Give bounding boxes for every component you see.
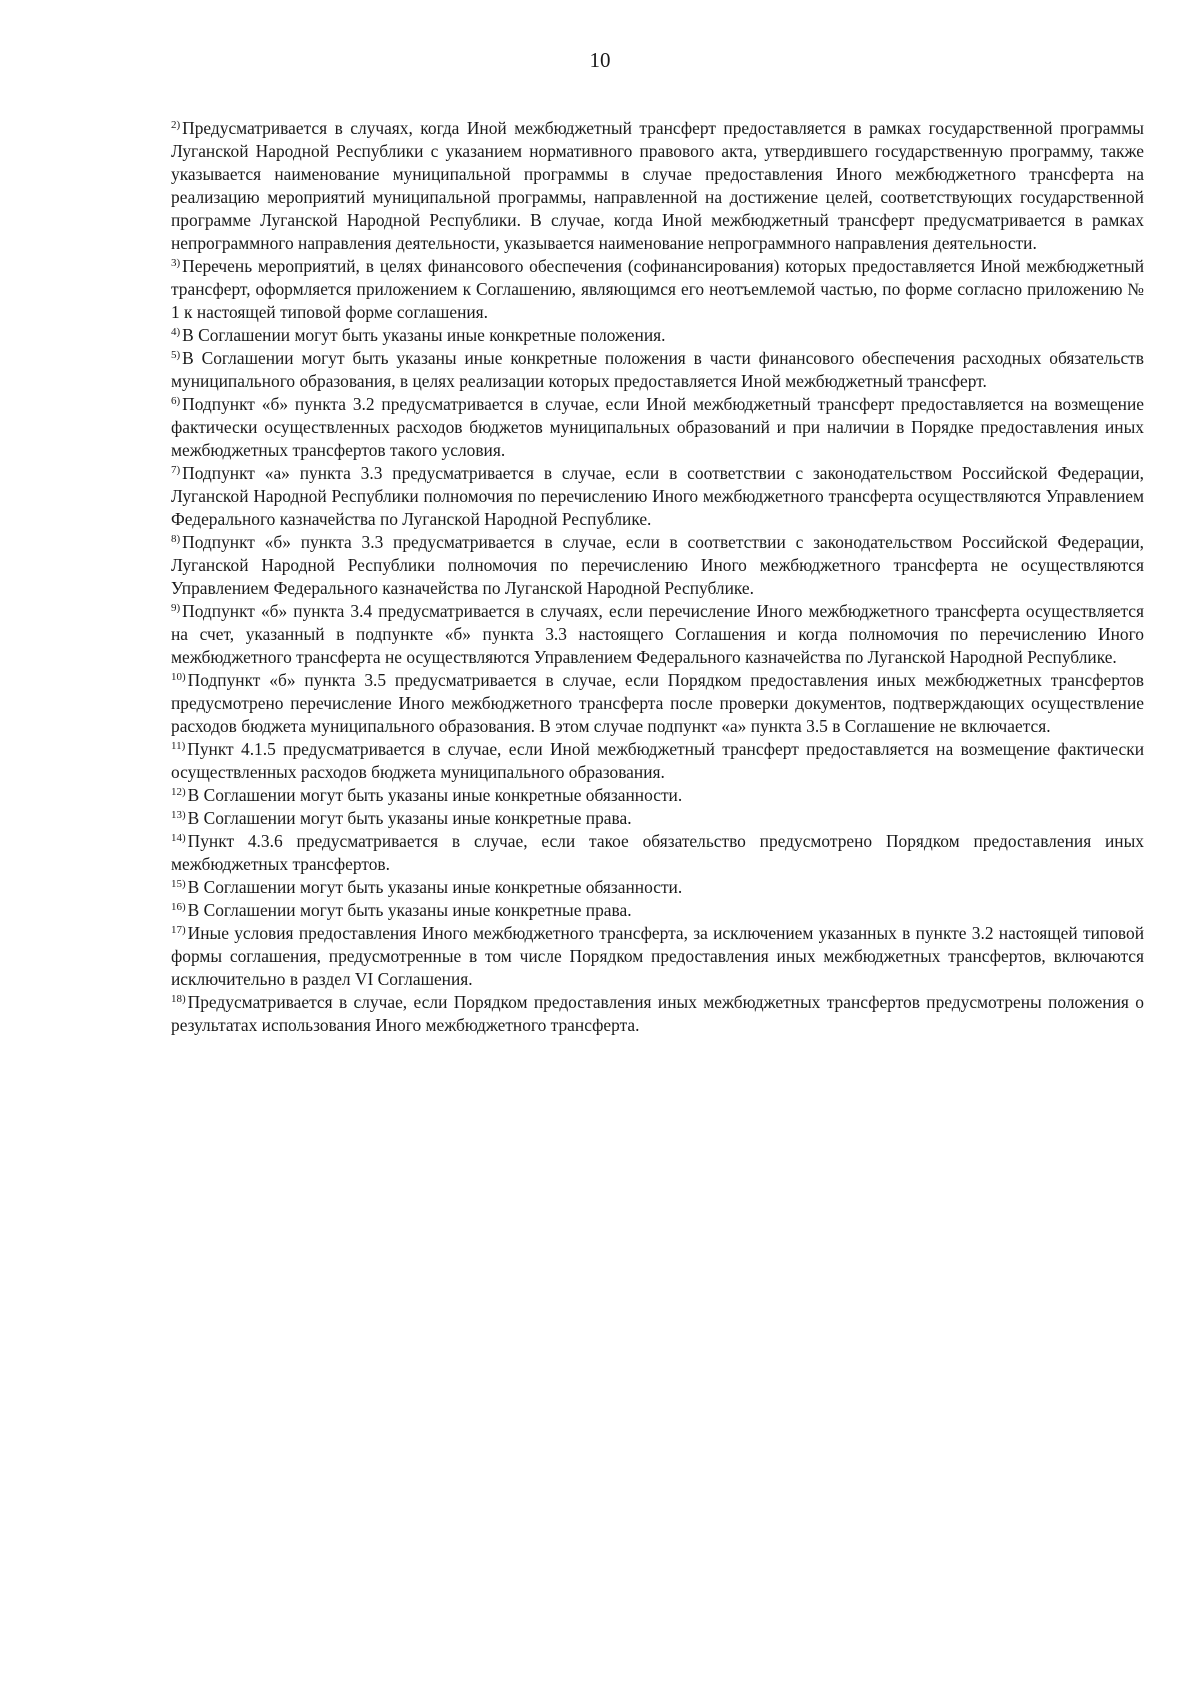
footnote-text: Предусматривается в случаях, когда Иной межбюджетный трансферт предоставляется в рамках государственной программы Луганской Народной Республики с указанием нормативного правового акта, утвердившего государственную программу, также указывается наименование муниципальной программы в случае предоставления Иного межбюджетного трансферта на реализацию мероприятий муниципальной программы, направленной на достижение целей, соответствующих государственной программе Луганской Народной Республики. В случае, когда Иной межбюджетный трансферт предусматривается в рамках непрограммного направления деятельности, указывается наименование непрограммного направления деятельности.	[171, 118, 1144, 253]
footnote-text: Иные условия предоставления Иного межбюджетного трансферта, за исключением указанных в пункте 3.2 настоящей типовой формы соглашения, предусмотренные в том числе Порядком предоставления иных межбюджетных трансфертов, включаются исключительно в раздел VI Соглашения.	[171, 923, 1144, 989]
footnote-mark: 16)	[171, 901, 186, 913]
footnote-mark: 9)	[171, 602, 181, 614]
footnote-text: Пункт 4.3.6 предусматривается в случае, если такое обязательство предусмотрено Порядком предоставления иных межбюджетных трансфертов.	[171, 831, 1144, 874]
footnote-mark: 11)	[171, 740, 186, 752]
footnote-mark: 18)	[171, 993, 186, 1005]
footnote-mark: 17)	[171, 924, 186, 936]
footnote-mark: 13)	[171, 809, 186, 821]
footnote-mark: 15)	[171, 878, 186, 890]
footnote-9	[171, 600, 1144, 669]
footnote-mark: 2)	[171, 119, 181, 131]
footnote-text: В Соглашении могут быть указаны иные конкретные права.	[187, 900, 632, 920]
footnote-text: В Соглашении могут быть указаны иные конкретные положения.	[182, 325, 666, 345]
footnote-mark: 4)	[171, 326, 181, 338]
footnote-3	[171, 255, 1144, 324]
footnote-2	[171, 117, 1144, 255]
page-number: 10	[589, 48, 611, 72]
footnote-15	[171, 876, 1144, 899]
footnote-11	[171, 738, 1144, 784]
footnote-12	[171, 784, 1144, 807]
footnote-text: Подпункт «а» пункта 3.3 предусматривается в случае, если в соответствии с законодательством Российской Федерации, Луганской Народной Республики полномочия по перечислению Иного межбюджетного трансферта осуществляются Управлением Федерального казначейства по Луганской Народной Республике.	[171, 463, 1144, 529]
footnote-18	[171, 991, 1144, 1037]
footnote-text: В Соглашении могут быть указаны иные конкретные положения в части финансового обеспечения расходных обязательств муниципального образования, в целях реализации которых предоставляется Иной межбюджетный трансферт.	[171, 348, 1144, 391]
footnote-8	[171, 531, 1144, 600]
footnote-16	[171, 899, 1144, 922]
footnote-mark: 3)	[171, 257, 181, 269]
footnote-mark: 12)	[171, 786, 186, 798]
footnote-mark: 7)	[171, 464, 181, 476]
footnote-mark: 5)	[171, 349, 181, 361]
footnote-text: Подпункт «б» пункта 3.2 предусматривается в случае, если Иной межбюджетный трансферт предоставляется на возмещение фактически осуществленных расходов бюджетов муниципальных образований и при наличии в Порядке предоставления иных межбюджетных трансфертов такого условия.	[171, 394, 1144, 460]
footnote-text: В Соглашении могут быть указаны иные конкретные обязанности.	[187, 877, 683, 897]
footnote-text: Подпункт «б» пункта 3.3 предусматривается в случае, если в соответствии с законодательством Российской Федерации, Луганской Народной Республики полномочия по перечислению Иного межбюджетного трансферта не осуществляются Управлением Федерального казначейства по Луганской Народной Республике.	[171, 532, 1144, 598]
footnote-text: Предусматривается в случае, если Порядком предоставления иных межбюджетных трансфертов предусмотрены положения о результатах использования Иного межбюджетного трансферта.	[171, 992, 1144, 1035]
footnote-mark: 10)	[171, 671, 186, 683]
footnote-5	[171, 347, 1144, 393]
footnote-7	[171, 462, 1144, 531]
footnote-4	[171, 324, 1144, 347]
footnote-text: В Соглашении могут быть указаны иные конкретные обязанности.	[187, 785, 683, 805]
footnotes-section	[171, 117, 1144, 1037]
footnote-10	[171, 669, 1144, 738]
footnote-17	[171, 922, 1144, 991]
footnote-text: Перечень мероприятий, в целях финансового обеспечения (софинансирования) которых предоставляется Иной межбюджетный трансферт, оформляется приложением к Соглашению, являющимся его неотъемлемой частью, по форме согласно приложению № 1 к настоящей типовой форме соглашения.	[171, 256, 1144, 322]
footnote-text: Подпункт «б» пункта 3.5 предусматривается в случае, если Порядком предоставления иных межбюджетных трансфертов предусмотрено перечисление Иного межбюджетного трансферта после проверки документов, подтверждающих осуществление расходов бюджета муниципального образования. В этом случае подпункт «а» пункта 3.5 в Соглашение не включается.	[171, 670, 1144, 736]
footnote-mark: 8)	[171, 533, 181, 545]
footnote-text: Пункт 4.1.5 предусматривается в случае, если Иной межбюджетный трансферт предоставляется на возмещение фактически осуществленных расходов бюджета муниципального образования.	[171, 739, 1144, 782]
footnote-text: В Соглашении могут быть указаны иные конкретные права.	[187, 808, 632, 828]
footnote-13	[171, 807, 1144, 830]
footnote-mark: 14)	[171, 832, 186, 844]
footnote-6	[171, 393, 1144, 462]
footnote-mark: 6)	[171, 395, 181, 407]
footnote-text: Подпункт «б» пункта 3.4 предусматривается в случаях, если перечисление Иного межбюджетного трансферта осуществляется на счет, указанный в подпункте «б» пункта 3.3 настоящего Соглашения и когда полномочия по перечислению Иного межбюджетного трансферта не осуществляются Управлением Федерального казначейства по Луганской Народной Республике.	[171, 601, 1144, 667]
footnote-14	[171, 830, 1144, 876]
